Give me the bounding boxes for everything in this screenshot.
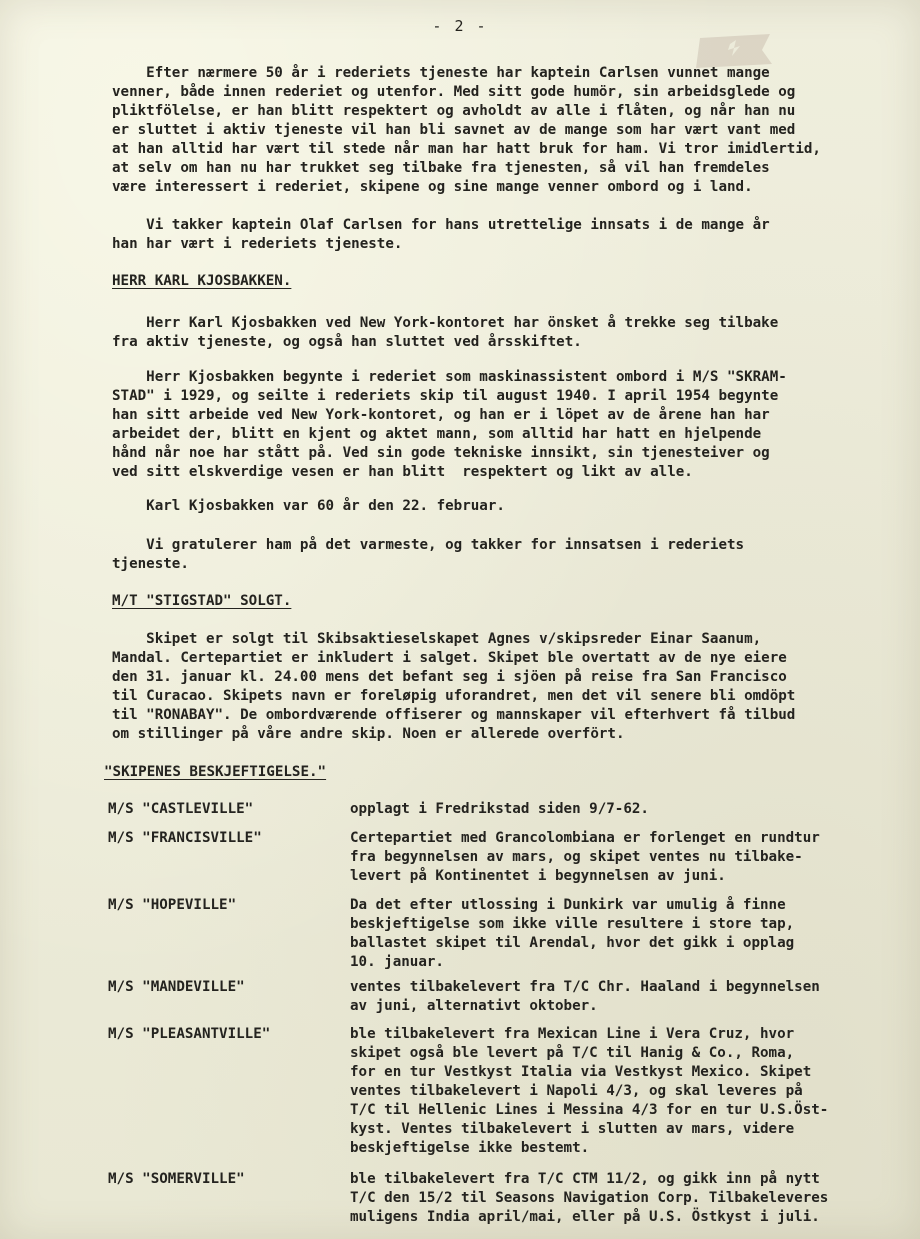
page-number: - 2 - xyxy=(432,17,488,35)
text-line: Mandal. Certepartiet er inkludert i salget. Skipet ble overtatt av de nye eiere xyxy=(112,650,787,666)
text-line: Da det efter utlossing i Dunkirk var umulig å finne xyxy=(350,897,786,913)
text-line: Certepartiet med Grancolombiana er forlenget en rundtur xyxy=(350,830,820,846)
text-line: arbeidet der, blitt en kjent og aktet mann, som alltid har hatt en hjelpende xyxy=(112,426,762,442)
ship-name: M/S "CASTLEVILLE" xyxy=(108,801,254,817)
text-line: Skipet er solgt til Skibsaktieselskapet Agnes v/skipsreder Einar Saanum, xyxy=(112,631,762,647)
paragraph-carlsen-tribute xyxy=(112,64,882,197)
ship-name: M/S "HOPEVILLE" xyxy=(108,897,237,913)
text-line: STAD" i 1929, og seilte i rederiets skip til august 1940. I april 1954 begynte xyxy=(112,388,779,404)
ship-status xyxy=(350,1025,890,1158)
text-line: fra begynnelsen av mars, og skipet ventes nu tilbake- xyxy=(350,849,803,865)
ship-status xyxy=(350,978,890,1016)
text-line: T/C den 15/2 til Seasons Navigation Corp. Tilbakeleveres xyxy=(350,1190,829,1206)
text-line: er sluttet i aktiv tjeneste vil han bli savnet av de mange som har vært vant med xyxy=(112,122,796,138)
heading-kjosbakken: HERR KARL KJOSBAKKEN. xyxy=(112,273,292,289)
text-line: for en tur Vestkyst Italia via Vestkyst Mexico. Skipet xyxy=(350,1064,812,1080)
text-line: ble tilbakelevert fra Mexican Line i Vera Cruz, hvor xyxy=(350,1026,795,1042)
text-line: den 31. januar kl. 24.00 mens det befant seg i sjöen på reise fra San Francisco xyxy=(112,669,787,685)
text-line: pliktfölelse, er han blitt respektert og avholdt av alle i flåten, og når han nu xyxy=(112,103,796,119)
text-line: fra aktiv tjeneste, og også han sluttet ved årsskiftet. xyxy=(112,334,582,350)
text-line: ventes tilbakelevert fra T/C Chr. Haaland i begynnelsen xyxy=(350,979,820,995)
text-line: levert på Kontinentet i begynnelsen av juni. xyxy=(350,868,726,884)
ship-status xyxy=(350,896,890,972)
heading-stigstad-sold: M/T "STIGSTAD" SOLGT. xyxy=(112,593,292,609)
text-line: at selv om han nu har trukket seg tilbake fra tjenesten, så vil han fremdeles xyxy=(112,160,770,176)
ship-name: M/S "MANDEVILLE" xyxy=(108,979,245,995)
paragraph-stigstad xyxy=(112,630,882,744)
text-line: av juni, alternativt oktober. xyxy=(350,998,598,1014)
paragraph-kjosbakken-career xyxy=(112,368,882,482)
ship-name: M/S "FRANCISVILLE" xyxy=(108,830,262,846)
paragraph-kjosbakken-congrats xyxy=(112,536,882,574)
text-line: til "RONABAY". De ombordværende offiserer og mannskaper vil efterhvert få tilbud xyxy=(112,707,796,723)
ship-status xyxy=(350,1170,890,1227)
text-line: T/C til Hellenic Lines i Messina 4/3 for en tur U.S.Öst- xyxy=(350,1102,829,1118)
text-line: venner, både innen rederiet og utenfor. Med sitt gode humör, sin arbeidsglede og xyxy=(112,84,796,100)
text-line: 10. januar. xyxy=(350,954,444,970)
text-line: hånd når noe har stått på. Ved sin gode tekniske innsikt, sin tjenesteiver og xyxy=(112,445,770,461)
text-line: tjeneste. xyxy=(112,556,189,572)
text-line: være interessert i rederiet, skipene og sine mange venner ombord og i land. xyxy=(112,179,753,195)
text-line: han sitt arbeide ved New York-kontoret, og han er i löpet av de årene han har xyxy=(112,407,770,423)
text-line: Efter nærmere 50 år i rederiets tjeneste har kaptein Carlsen vunnet mange xyxy=(112,65,770,81)
text-line: Herr Karl Kjosbakken ved New York-kontoret har önsket å trekke seg tilbake xyxy=(112,315,779,331)
text-line: Karl Kjosbakken var 60 år den 22. februar. xyxy=(112,498,505,514)
text-line: ventes tilbakelevert i Napoli 4/3, og skal leveres på xyxy=(350,1083,803,1099)
ship-name: M/S "SOMERVILLE" xyxy=(108,1171,245,1187)
ship-name: M/S "PLEASANTVILLE" xyxy=(108,1026,271,1042)
text-line: beskjeftigelse ikke bestemt. xyxy=(350,1140,590,1156)
text-line: ble tilbakelevert fra T/C CTM 11/2, og gikk inn på nytt xyxy=(350,1171,820,1187)
ship-status xyxy=(350,829,890,886)
text-line: ved sitt elskverdige vesen er han blitt respektert og likt av alle. xyxy=(112,464,693,480)
text-line: han har vært i rederiets tjeneste. xyxy=(112,236,403,252)
text-line: beskjeftigelse som ikke ville resultere i store tap, xyxy=(350,916,795,932)
text-line: kyst. Ventes tilbakelevert i slutten av mars, videre xyxy=(350,1121,795,1137)
paragraph-kjosbakken-retire xyxy=(112,314,882,352)
paragraph-carlsen-thanks xyxy=(112,216,882,254)
paragraph-kjosbakken-birthday xyxy=(112,497,882,516)
text-line: at han alltid har vært til stede når man har hatt bruk for ham. Vi tror imidlertid, xyxy=(112,141,821,157)
text-line: om stillinger på våre andre skip. Noen er allerede overfört. xyxy=(112,726,625,742)
text-line: skipet også ble levert på T/C til Hanig & Co., Roma, xyxy=(350,1045,795,1061)
text-line: Vi gratulerer ham på det varmeste, og takker for innsatsen i rederiets xyxy=(112,537,745,553)
text-line: opplagt i Fredrikstad siden 9/7-62. xyxy=(350,801,649,817)
text-line: Vi takker kaptein Olaf Carlsen for hans utrettelige innsats i de mange år xyxy=(112,217,770,233)
text-line: muligens India april/mai, eller på U.S. Östkyst i juli. xyxy=(350,1209,820,1225)
heading-ship-employment: "SKIPENES BESKJEFTIGELSE." xyxy=(104,764,327,780)
ship-status xyxy=(350,800,890,819)
text-line: Herr Kjosbakken begynte i rederiet som maskinassistent ombord i M/S "SKRAM- xyxy=(112,369,787,385)
text-line: ballastet skipet til Arendal, hvor det gikk i opplag xyxy=(350,935,795,951)
text-line: til Curacao. Skipets navn er foreløpig uforandret, men det vil senere bli omdöpt xyxy=(112,688,796,704)
